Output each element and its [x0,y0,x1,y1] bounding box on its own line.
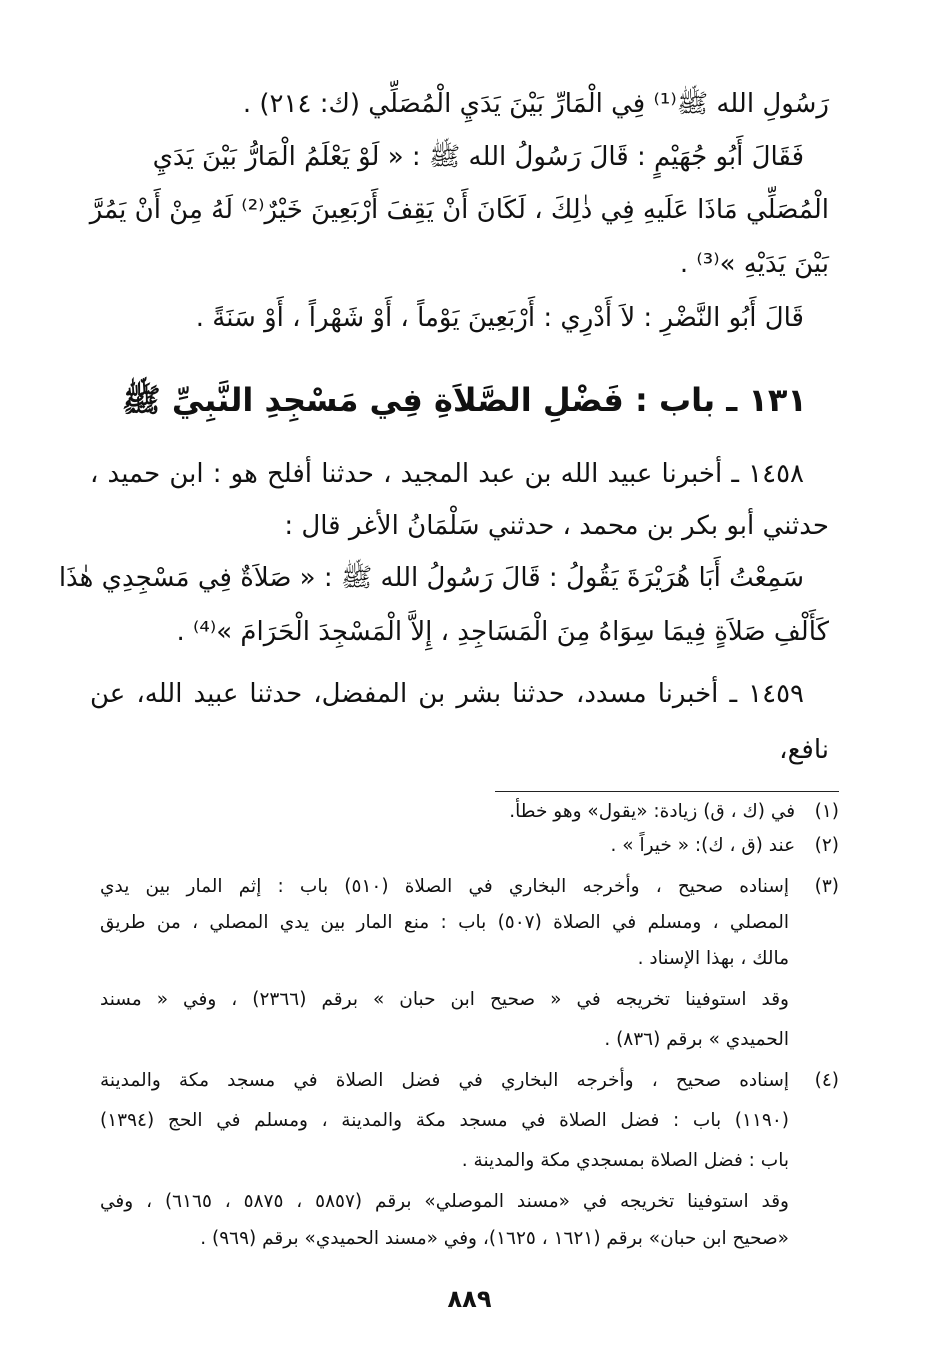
footnote-3-line-1: إسناده صحيح ، وأخرجه البخاري في الصلاة (٥١٠) باب : إثم المار بين يدي [100,876,789,897]
footnote-4-number: (٤) [814,1070,839,1091]
chapter-heading: ١٣١ ـ باب : فَضْلِ الصَّلاَةِ فِي مَسْجِدِ النَّبِيِّ ﷺ [122,381,807,419]
text-line-2: فَقَالَ أَبُو جُهَيْمٍ : قَالَ رَسُولُ الله ﷺ : « لَوْ يَعْلَمُ الْمَارُّ بَيْنَ يَدَيِ [152,142,804,172]
footnote-2-number: (٢) [814,835,839,856]
hadith-1458-line-3: سَمِعْتُ أَبَا هُرَيْرَةَ يَقُولُ : قَالَ رَسُولُ الله ﷺ : « صَلاَةٌ فِي مَسْجِدِي هٰذَا [58,563,804,593]
footnote-4-line-5: «صحيح ابن حبان» برقم (١٦٢١ ، ١٦٢٥)، وفي «مسند الحميدي» برقم (٩٦٩) . [200,1228,789,1249]
footnote-separator [495,791,839,792]
footnote-1-number: (١) [814,801,839,822]
footnote-2 [90,831,839,861]
text-line-1: رَسُولِ الله ﷺ⁽¹⁾ فِي الْمَارِّ بَيْنَ يَدَيِ الْمُصَلِّي (ك: ٢١٤) . [242,89,829,119]
footnote-3-number: (٣) [814,876,839,897]
hadith-1459-line-2: نافع، [779,735,829,765]
hadith-1458-line-2: حدثني أبو بكر بن محمد ، حدثني سَلْمَانُ الأغر قال : [284,511,829,541]
text-line-4: بَيْنَ يَدَيْهِ »⁽³⁾ . [679,249,829,279]
text-line-3: الْمُصَلِّي مَاذَا عَلَيهِ فِي ذٰلِكَ ، لَكَانَ أَنْ يَقِفَ أَرْبَعِينَ خَيْرٌ⁽²⁾ لَهُ مِنْ أَنْ يَمُرَّ [89,195,829,225]
hadith-1459-line-1: ١٤٥٩ ـ أخبرنا مسدد، حدثنا بشر بن المفضل، حدثنا عبيد الله، عن [90,679,804,709]
footnote-1 [90,797,839,827]
footnote-4-line-3: باب : فضل الصلاة بمسجدي مكة والمدينة . [461,1150,789,1171]
footnote-2-text: عند (ق ، ك): « خيراً » . [610,835,796,856]
footnote-3-line-5: الحميدي » برقم (٨٣٦) . [604,1029,789,1050]
hadith-1458-line-4: كَأَلْفِ صَلاَةٍ فِيمَا سِوَاهُ مِنَ الْمَسَاجِدِ ، إِلاَّ الْمَسْجِدَ الْحَرَامَ »⁽⁴⁾ . [176,617,829,647]
hadith-1458-line-1: ١٤٥٨ ـ أخبرنا عبيد الله بن عبد المجيد ، حدثنا أفلح هو : ابن حميد ، [90,459,804,489]
page-number: ٨٨٩ [447,1285,492,1313]
footnote-1-text: في (ك ، ق) زيادة: «يقول» وهو خطأ. [509,801,796,822]
footnote-4-line-4: وقد استوفينا تخريجه في «مسند الموصلي» برقم (٥٨٥٧ ، ٥٨٧٥ ، ٦١٦٥) ، وفي [100,1191,789,1212]
footnote-4-line-1: إسناده صحيح ، وأخرجه البخاري في فضل الصلاة في مسجد مكة والمدينة [100,1070,789,1091]
footnote-3-line-4: وقد استوفينا تخريجه في « صحيح ابن حبان » برقم (٢٣٦٦) ، وفي « مسند [100,989,789,1010]
footnote-3-line-3: مالك ، بهذا الإسناد . [637,948,789,969]
footnote-4-line-2: (١١٩٠) باب : فضل الصلاة في مسجد مكة والمدينة ، ومسلم في الحج (١٣٩٤) [100,1110,789,1131]
footnote-3-line-2: المصلي ، ومسلم في الصلاة (٥٠٧) باب : منع المار بين يدي المصلي ، من طريق [100,912,789,933]
text-line-5: قَالَ أَبُو النَّضْرِ : لاَ أَدْرِي : أَرْبَعِينَ يَوْماً ، أَوْ شَهْراً ، أَوْ سَنَةً . [195,303,804,333]
